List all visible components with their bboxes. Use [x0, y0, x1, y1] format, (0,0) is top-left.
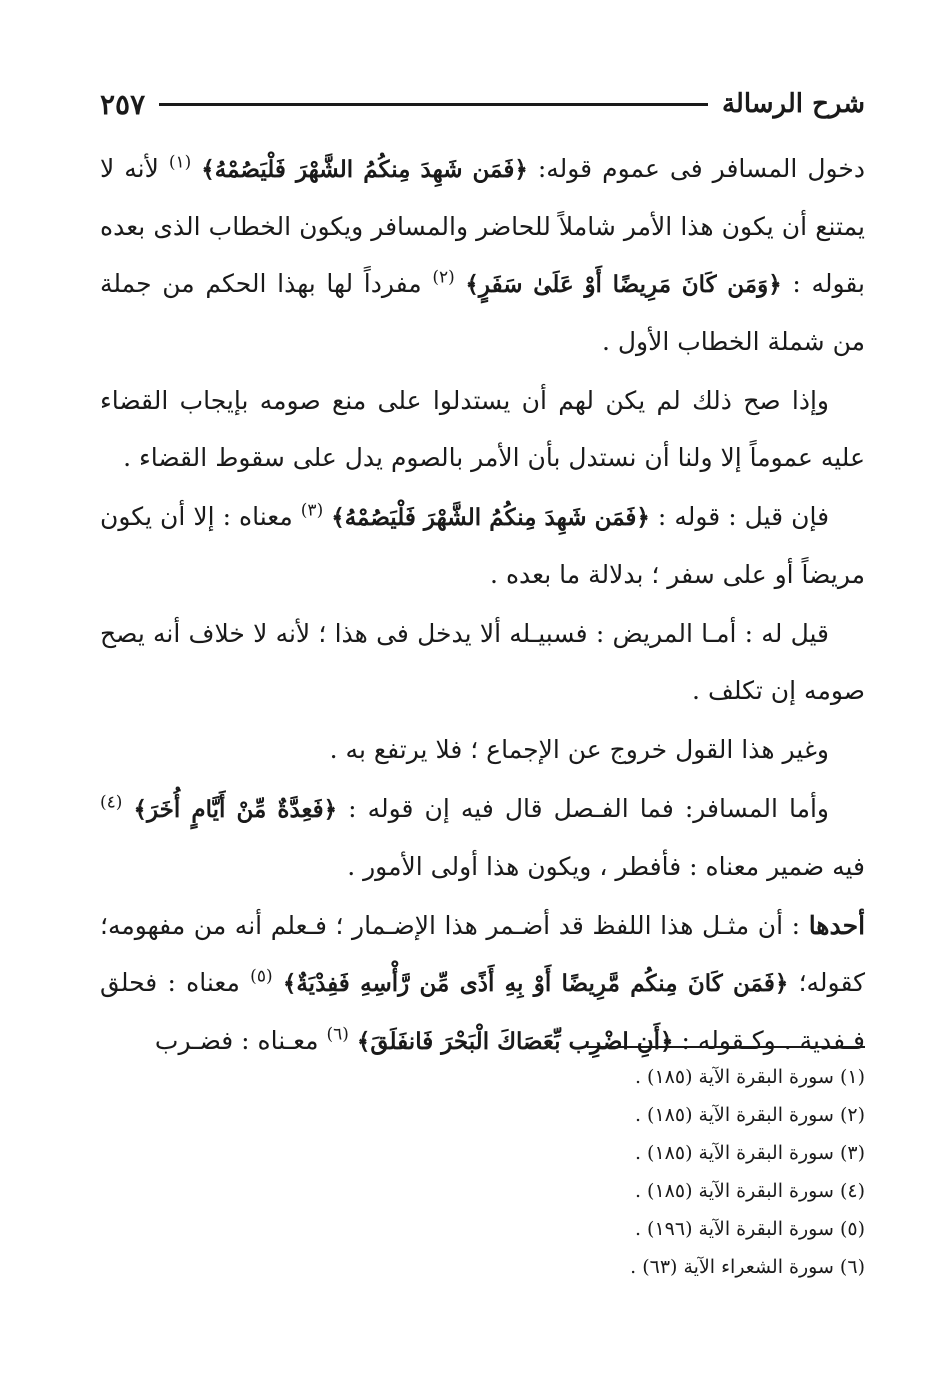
- paragraph-1-text-b: لأنه لا يمتنع أن يكون هذا الأمر شاملاً للحاضر والمسافر ويكون الخطاب الذى بعده بقوله :: [100, 154, 866, 298]
- quran-quote: ﴿أَنِ اضْرِب بِّعَصَاكَ الْبَحْرَ فَانفَلَقَ﴾: [356, 1028, 674, 1055]
- quran-quote: ﴿فَعِدَّةٌ مِّنْ أَيَّامٍ أُخَرَ﴾: [133, 796, 338, 823]
- paragraph-6-text-b: فيه ضمير معناه : فأفطر ، ويكون هذا أولى الأمور .: [347, 852, 865, 881]
- footnote-ref[interactable]: (٣): [300, 500, 324, 521]
- paragraph-7-text-c: معـناه : فضـرب: [154, 1026, 319, 1055]
- paragraph-4: قيل له : أمـا المريض : فسبيـله ألا يدخل فى هذا ؛ لأنه لا خلاف أنه يصح صومه إن تكلف .: [100, 619, 865, 705]
- paragraph-7-lead: أحدها: [808, 911, 866, 940]
- paragraph-7: [100, 897, 865, 1070]
- footnote-item: (٦) سورة الشعراء الآية (٦٣) .: [630, 1256, 865, 1278]
- paragraph-1-text-c: مفرداً لها بهذا الحكم من جملة من شملة الخطاب الأول .: [100, 269, 865, 356]
- running-title: شرح الرسالة: [721, 89, 865, 119]
- header-rule: [159, 103, 708, 106]
- paragraph-3-text-a: فإن قيل : قوله :: [657, 502, 830, 531]
- paragraph-3-text-b: معناه : إلا أن يكون مريضاً أو على سفر ؛ بدلالة ما بعده .: [100, 502, 865, 589]
- footnote-item: (٣) سورة البقرة الآية (١٨٥) .: [634, 1142, 865, 1164]
- paragraph-7-text-a: : أن مثـل هذا اللفظ قد أضـمر هذا الإضـمار ؛ فـعلم أنه من مفهومه؛ كقوله؛: [100, 911, 866, 997]
- footnotes-list: [465, 1058, 865, 1286]
- footnote-ref[interactable]: (٤): [100, 792, 123, 813]
- paragraph-1: [100, 140, 865, 370]
- paragraph-6: [100, 780, 865, 895]
- footnote-item: (٢) سورة البقرة الآية (١٨٥) .: [634, 1104, 865, 1126]
- page-number: ٢٥٧: [100, 87, 146, 121]
- quran-quote: ﴿فَمَن كَانَ مِنكُم مَّرِيضًا أَوْ بِهِ أَذًى مِّن رَّأْسِهِ فَفِدْيَةٌ﴾: [282, 970, 789, 997]
- paragraph-5: وغير هذا القول خروج عن الإجماع ؛ فلا يرتفع به .: [329, 735, 829, 764]
- footnote-ref[interactable]: (٥): [250, 966, 273, 987]
- paragraph-6-text-a: وأما المسافر: فما الفـصل قال فيه إن قوله :: [348, 794, 830, 823]
- footnote-ref[interactable]: (٢): [432, 267, 455, 288]
- body-text: [100, 140, 865, 1070]
- quran-quote: ﴿فَمَن شَهِدَ مِنكُمُ الشَّهْرَ فَلْيَصُمْهُ﴾: [201, 156, 528, 183]
- page-header: [100, 84, 865, 124]
- paragraph-1-text-a: دخول المسافر فى عموم قوله:: [537, 154, 865, 183]
- footnote-item: (٤) سورة البقرة الآية (١٨٥) .: [634, 1180, 865, 1202]
- quran-quote: ﴿فَمَن شَهِدَ مِنكُمُ الشَّهْرَ فَلْيَصُمْهُ﴾: [331, 504, 650, 531]
- quran-quote: ﴿وَمَن كَانَ مَرِيضًا أَوْ عَلَىٰ سَفَرٍ﴾: [465, 271, 782, 298]
- footnote-ref[interactable]: (٦): [326, 1024, 349, 1045]
- footnote-separator: [587, 1046, 865, 1048]
- paragraph-7-text-b: معناه : فحلق فـفدية . وكـقوله :: [100, 968, 865, 1055]
- footnote-item: (١) سورة البقرة الآية (١٨٥) .: [634, 1066, 865, 1088]
- paragraph-3: [100, 488, 865, 603]
- footnote-ref[interactable]: (١): [168, 152, 192, 173]
- paragraph-2: وإذا صح ذلك لم يكن لهم أن يستدلوا على منع صومه بإيجاب القضاء عليه عموماً إلا ولنا أن نستدل بأن الأمر بالصوم يدل على سقوط القضاء .: [100, 386, 865, 472]
- footnote-item: (٥) سورة البقرة الآية (١٩٦) .: [634, 1218, 865, 1240]
